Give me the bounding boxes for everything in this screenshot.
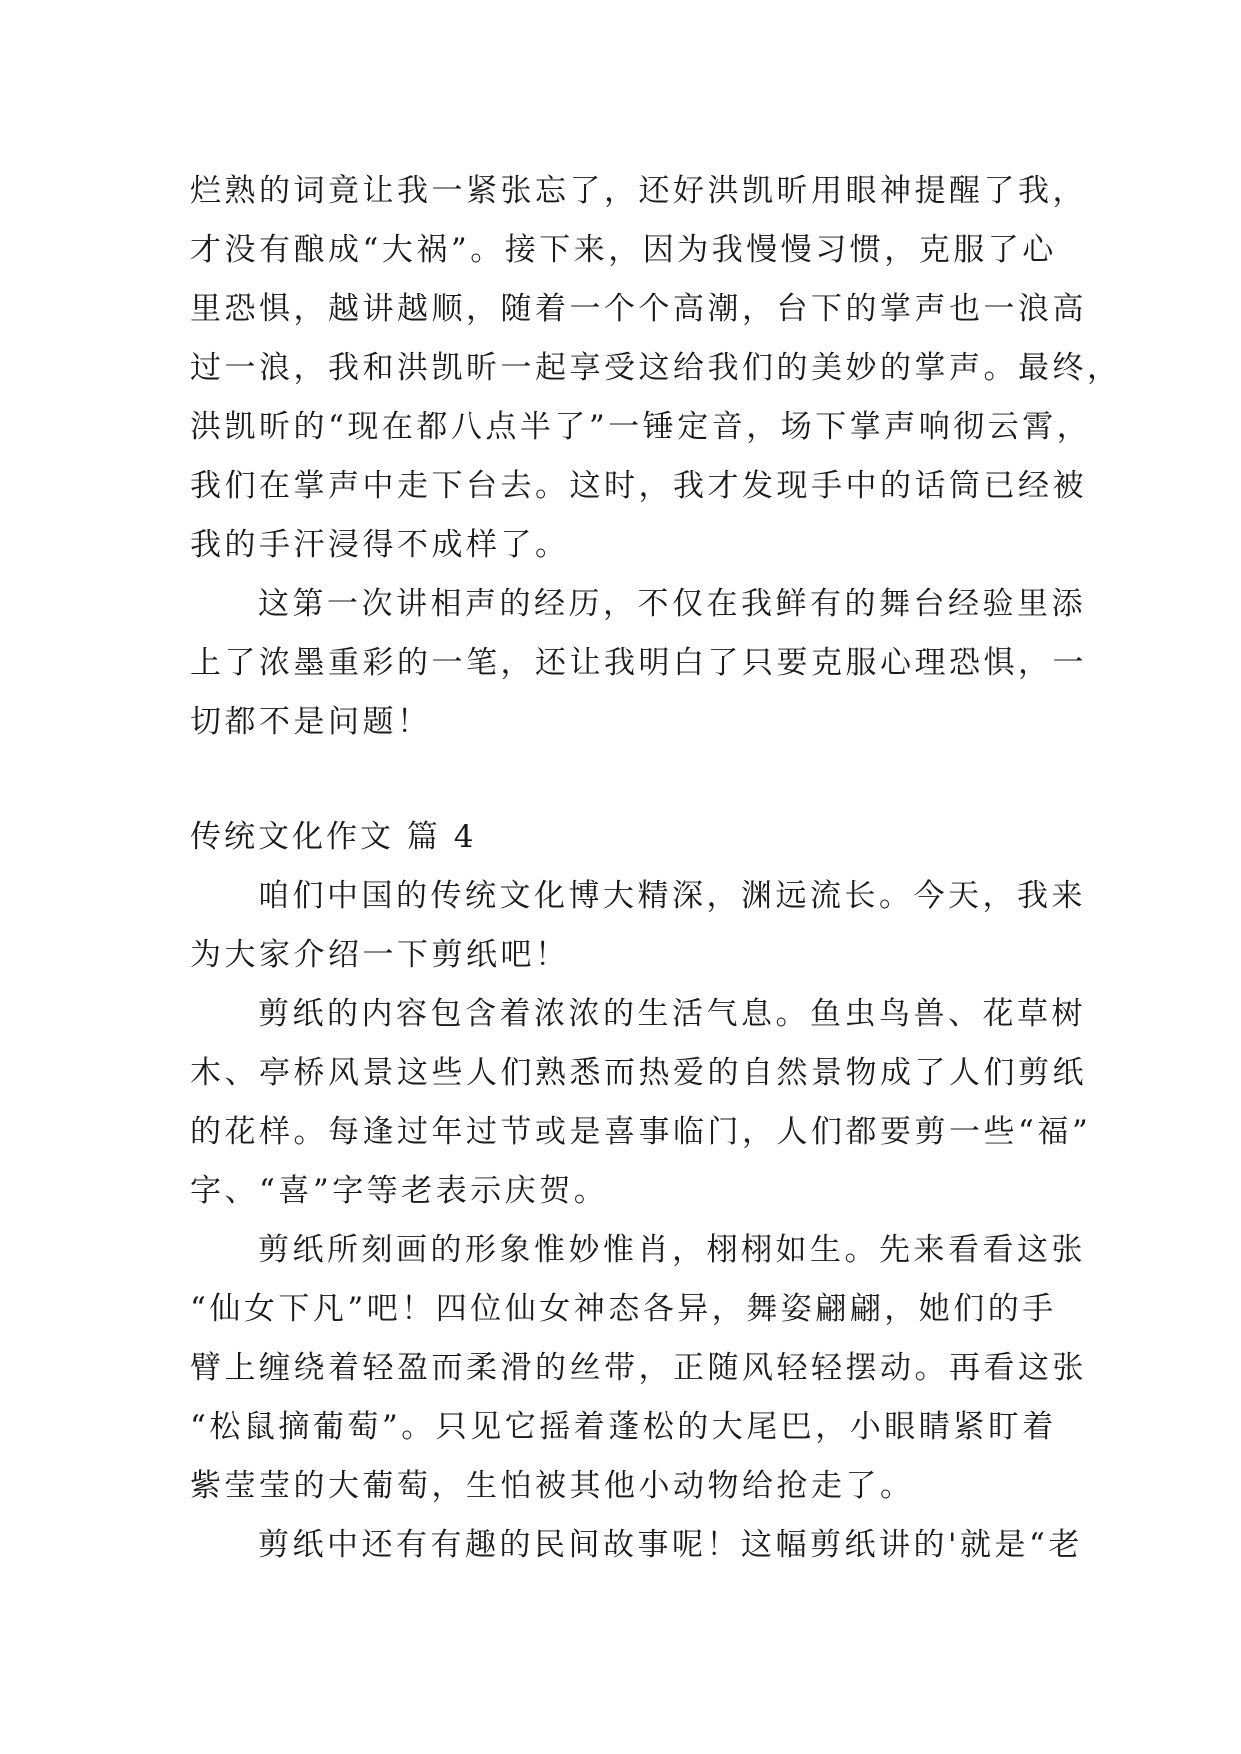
paragraph [190, 867, 1086, 985]
text-line: 这第一次讲相声的经历，不仅在我鲜有的舞台经验里添 [258, 586, 1086, 622]
text-line: 才没有酿成“大祸”。接下来，因为我慢慢习惯，克服了心 [190, 232, 1057, 268]
section-heading: 传统文化作文 篇 4 [190, 819, 477, 855]
text-line: 切都不是问题！ [190, 704, 432, 740]
paragraph [190, 1516, 1083, 1575]
document-body [190, 162, 1122, 1575]
text-line: 咱们中国的传统文化博大精深，渊远流长。今天，我来 [258, 878, 1086, 914]
text-line: 我的手汗浸得不成样了。 [190, 527, 570, 563]
text-line: 木、亭桥风景这些人们熟悉而热爱的自然景物成了人们剪纸 [190, 1055, 1087, 1091]
paragraph [190, 162, 1122, 575]
text-line: 字、“喜”字等老表示庆贺。 [190, 1173, 609, 1209]
text-line: 紫莹莹的大葡萄，生怕被其他小动物给抢走了。 [190, 1468, 915, 1504]
text-line: 上了浓墨重彩的一笔，还让我明白了只要克服心理恐惧，一 [190, 645, 1087, 681]
text-line: 臂上缠绕着轻盈而柔滑的丝带，正随风轻轻摆动。再看这张 [190, 1350, 1087, 1386]
paragraph [190, 985, 1092, 1221]
text-line: 烂熟的词竟让我一紧张忘了，还好洪凯昕用眼神提醒了我， [190, 173, 1087, 209]
text-line: 的花样。每逢过年过节或是喜事临门，人们都要剪一些“福” [190, 1114, 1092, 1150]
text-line: 洪凯昕的“现在都八点半了”一锤定音，场下掌声响彻云霄， [190, 409, 1092, 445]
text-line: 剪纸所刻画的形象惟妙惟肖，栩栩如生。先来看看这张 [258, 1232, 1086, 1268]
text-line: 过一浪，我和洪凯昕一起享受这给我们的美妙的掌声。最终， [190, 350, 1122, 386]
section-spacer [190, 752, 1052, 808]
text-line: “松鼠摘葡萄”。只见它摇着蓬松的大尾巴，小眼睛紧盯着 [190, 1409, 1057, 1445]
paragraph [190, 575, 1087, 752]
paragraph [190, 1221, 1087, 1516]
text-line: 我们在掌声中走下台去。这时，我才发现手中的话筒已经被 [190, 468, 1087, 504]
text-line: 剪纸的内容包含着浓浓的生活气息。鱼虫鸟兽、花草树 [258, 996, 1086, 1032]
text-line: 里恐惧，越讲越顺，随着一个个高潮，台下的掌声也一浪高 [190, 291, 1087, 327]
text-line: 为大家介绍一下剪纸吧！ [190, 937, 570, 973]
text-line: 剪纸中还有有趣的民间故事呢！这幅剪纸讲的'就是“老 [258, 1527, 1083, 1563]
text-line: “仙女下凡”吧！四位仙女神态各异，舞姿翩翩，她们的手 [190, 1291, 1057, 1327]
